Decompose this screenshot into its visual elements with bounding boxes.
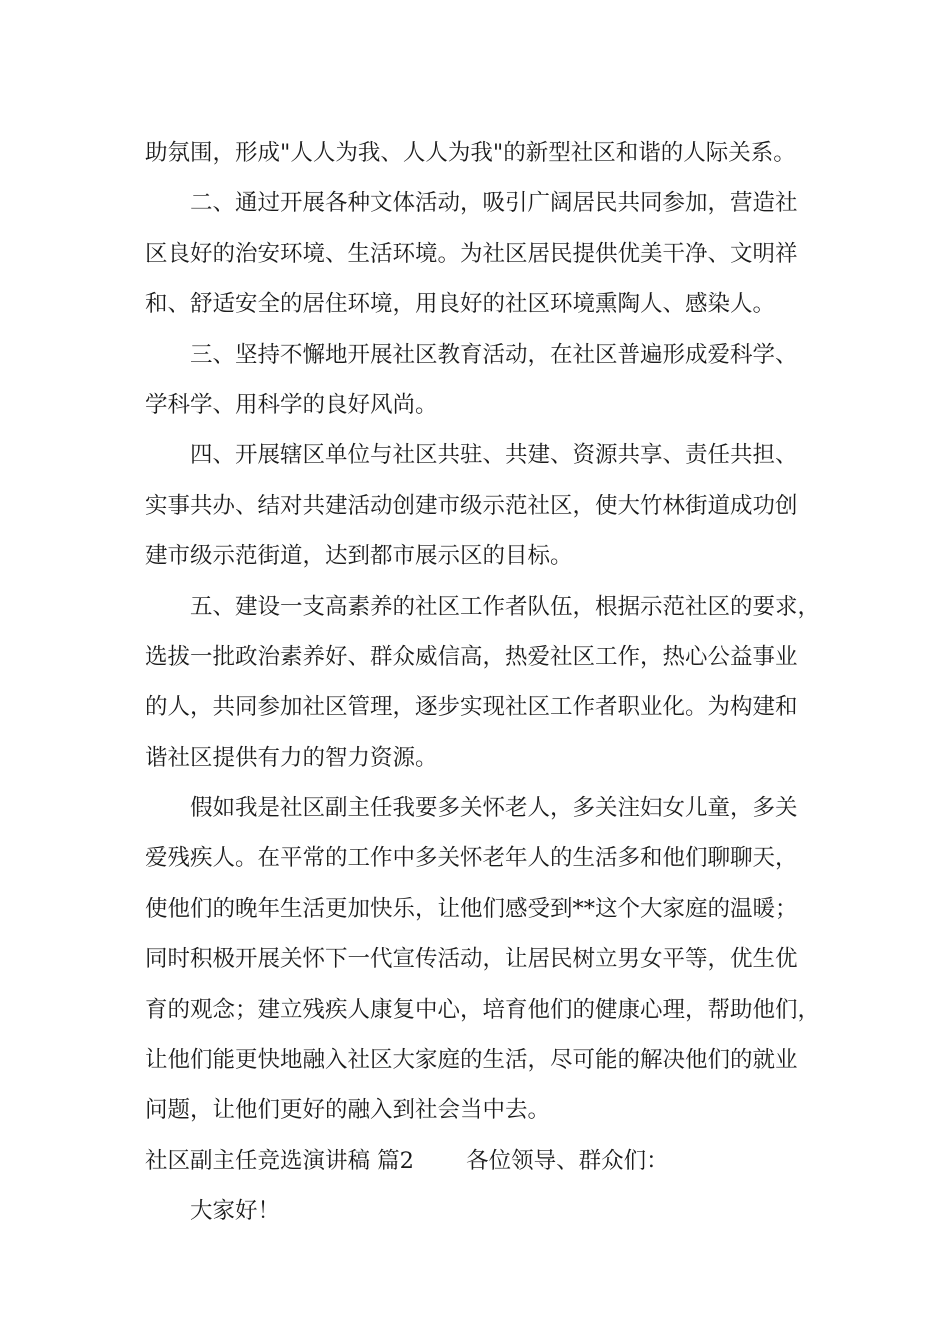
text-line-19: 让他们能更快地融入社区大家庭的生活，尽可能的解决他们的就业 <box>145 1047 798 1074</box>
greeting-line: 大家好！ <box>190 1198 281 1225</box>
document-body <box>145 128 821 1237</box>
text-line-20: 问题，让他们更好的融入到社会当中去。 <box>145 1097 551 1124</box>
section-heading: 社区副主任竞选演讲稿 篇2 各位领导、群众们： <box>145 1147 669 1174</box>
text-line-2: 二、通过开展各种文体活动，吸引广阔居民共同参加，营造社 <box>190 190 798 217</box>
text-line-18: 育的观念；建立残疾人康复中心，培育他们的健康心理，帮助他们， <box>145 996 821 1023</box>
text-line-16: 使他们的晚年生活更加快乐，让他们感受到**这个大家庭的温暖； <box>145 895 798 922</box>
text-line-14: 假如我是社区副主任我要多关怀老人，多关注妇女儿童，多关 <box>190 795 798 822</box>
text-line-6: 学科学、用科学的良好风尚。 <box>145 391 438 418</box>
text-line-7: 四、开展辖区单位与社区共驻、共建、资源共享、责任共担、 <box>190 442 798 469</box>
text-line-8: 实事共办、结对共建活动创建市级示范社区，使大竹林街道成功创 <box>145 492 798 519</box>
text-line-4: 和、舒适安全的居住环境，用良好的社区环境熏陶人、感染人。 <box>145 291 776 318</box>
text-line-9: 建市级示范街道，达到都市展示区的目标。 <box>145 543 573 570</box>
text-line-11: 选拔一批政治素养好、群众威信高，热爱社区工作，热心公益事业 <box>145 643 798 670</box>
text-line-3: 区良好的治安环境、生活环境。为社区居民提供优美干净、文明祥 <box>145 240 798 267</box>
text-line-10: 五、建设一支高素养的社区工作者队伍，根据示范社区的要求， <box>190 593 821 620</box>
text-line-17: 同时积极开展关怀下一代宣传活动，让居民树立男女平等，优生优 <box>145 946 798 973</box>
text-line-12: 的人，共同参加社区管理，逐步实现社区工作者职业化。为构建和 <box>145 694 798 721</box>
text-line-1: 助氛围，形成"人人为我、人人为我"的新型社区和谐的人际关系。 <box>145 140 796 166</box>
text-line-13: 谐社区提供有力的智力资源。 <box>145 744 438 771</box>
text-line-15: 爱残疾人。在平常的工作中多关怀老年人的生活多和他们聊聊天， <box>145 845 798 872</box>
text-line-5: 三、坚持不懈地开展社区教育活动，在社区普遍形成爱科学、 <box>190 341 798 368</box>
